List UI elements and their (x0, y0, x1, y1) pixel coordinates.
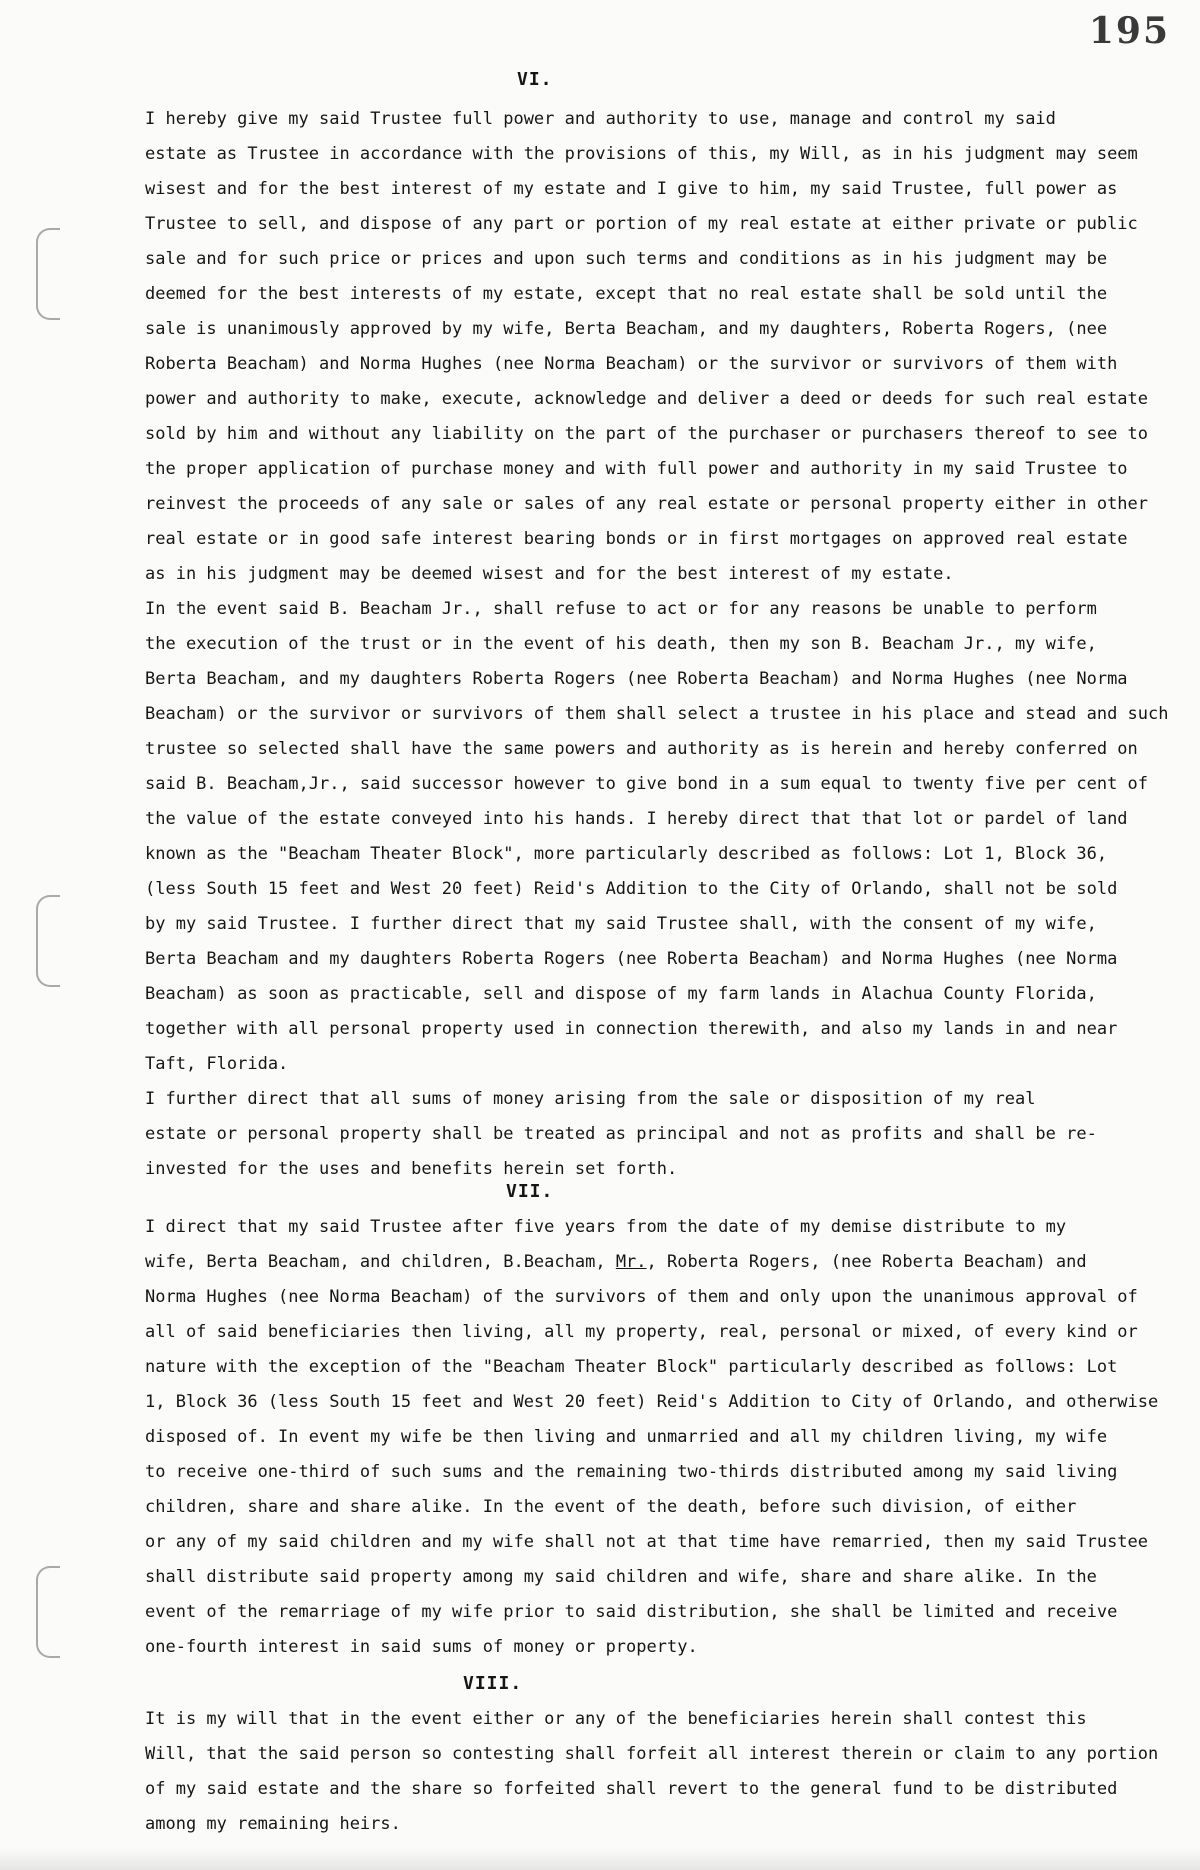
text-line: the execution of the trust or in the event of his death, then my son B. Beacham Jr., my wife, (145, 634, 1097, 654)
page-number: 195 (1088, 10, 1170, 52)
text-line: children, share and share alike. In the event of the death, before such division, of either (145, 1497, 1077, 1517)
text-line: the value of the estate conveyed into his hands. I hereby direct that that lot or pardel of land (145, 809, 1128, 829)
text-line: In the event said B. Beacham Jr., shall refuse to act or for any reasons be unable to perform (145, 599, 1097, 619)
text-line: nature with the exception of the "Beacham Theater Block" particularly described as follows: Lot (145, 1357, 1118, 1377)
text-line: event of the remarriage of my wife prior to said distribution, she shall be limited and receive (145, 1602, 1118, 1622)
text-line: together with all personal property used in connection therewith, and also my lands in and near (145, 1019, 1118, 1039)
text-line: sale and for such price or prices and upon such terms and conditions as in his judgment may be (145, 249, 1108, 269)
text-line: by my said Trustee. I further direct that my said Trustee shall, with the consent of my wife, (145, 914, 1097, 934)
section-heading-vii: VII. (506, 1181, 554, 1202)
text-line: of my said estate and the share so forfeited shall revert to the general fund to be distributed (145, 1779, 1118, 1799)
text-line: among my remaining heirs. (145, 1814, 401, 1834)
text-line: or any of my said children and my wife shall not at that time have remarried, then my said Trustee (145, 1532, 1149, 1552)
text-line: known as the "Beacham Theater Block", more particularly described as follows: Lot 1, Block 36, (145, 844, 1108, 864)
text-line: Will, that the said person so contesting shall forfeit all interest therein or claim to any portion (145, 1744, 1159, 1764)
text-line: Berta Beacham and my daughters Roberta Rogers (nee Roberta Beacham) and Norma Hughes (nee Norma (145, 949, 1118, 969)
binder-hole-mark (36, 228, 60, 320)
binder-hole-mark (36, 1566, 60, 1658)
section-viii-body (145, 1702, 1175, 1842)
page-edge-shadow (0, 1848, 1200, 1870)
text-line: Berta Beacham, and my daughters Roberta Rogers (nee Roberta Beacham) and Norma Hughes (nee Norma (145, 669, 1128, 689)
text-line: Norma Hughes (nee Norma Beacham) of the survivors of them and only upon the unanimous approval of (145, 1287, 1138, 1307)
section-heading-viii: VIII. (463, 1673, 523, 1694)
text-line: I direct that my said Trustee after five years from the date of my demise distribute to my (145, 1217, 1067, 1237)
text-line: sale is unanimously approved by my wife, Berta Beacham, and my daughters, Roberta Rogers, (nee (145, 319, 1108, 339)
text-line: Trustee to sell, and dispose of any part or portion of my real estate at either private or public (145, 214, 1138, 234)
text-line: shall distribute said property among my said children and wife, share and share alike. In the (145, 1567, 1097, 1587)
text-line: It is my will that in the event either or any of the beneficiaries herein shall contest this (145, 1709, 1087, 1729)
text-line: I hereby give my said Trustee full power and authority to use, manage and control my said (145, 109, 1056, 129)
section-vi-body (145, 102, 1175, 1187)
text-line: estate as Trustee in accordance with the provisions of this, my Will, as in his judgment may seem (145, 144, 1138, 164)
text-line: said B. Beacham,Jr., said successor however to give bond in a sum equal to twenty five per cent of (145, 774, 1149, 794)
text-line: reinvest the proceeds of any sale or sales of any real estate or personal property either in other (145, 494, 1149, 514)
text-line: real estate or in good safe interest bearing bonds or in first mortgages on approved real estate (145, 529, 1128, 549)
text-line: Beacham) as soon as practicable, sell and dispose of my farm lands in Alachua County Florida, (145, 984, 1097, 1004)
text-line: Taft, Florida. (145, 1054, 289, 1074)
binder-hole-mark (36, 895, 60, 987)
text-line: invested for the uses and benefits herein set forth. (145, 1159, 678, 1179)
text-fragment: , Roberta Rogers, (nee Roberta Beacham) and (646, 1252, 1087, 1272)
text-line: deemed for the best interests of my estate, except that no real estate shall be sold until the (145, 284, 1108, 304)
text-line: the proper application of purchase money and with full power and authority in my said Trustee to (145, 459, 1128, 479)
text-fragment: wife, Berta Beacham, and children, B.Beacham, (145, 1252, 616, 1272)
text-line: power and authority to make, execute, acknowledge and deliver a deed or deeds for such real estate (145, 389, 1149, 409)
section-heading-vi: VI. (517, 69, 553, 90)
text-line: trustee so selected shall have the same powers and authority as is herein and hereby conferred on (145, 739, 1138, 759)
text-line: estate or personal property shall be treated as principal and not as profits and shall be re- (145, 1124, 1097, 1144)
text-line: sold by him and without any liability on the part of the purchaser or purchasers thereof to see to (145, 424, 1149, 444)
text-line: Beacham) or the survivor or survivors of them shall select a trustee in his place and stead and such (145, 704, 1169, 724)
text-line: to receive one-third of such sums and the remaining two-thirds distributed among my said living (145, 1462, 1118, 1482)
text-line: one-fourth interest in said sums of money or property. (145, 1637, 698, 1657)
section-vii-body (145, 1210, 1175, 1665)
text-line: all of said beneficiaries then living, all my property, real, personal or mixed, of every kind or (145, 1322, 1138, 1342)
text-line (145, 1245, 1175, 1280)
text-line: 1, Block 36 (less South 15 feet and West 20 feet) Reid's Addition to City of Orlando, and otherwise (145, 1392, 1159, 1412)
text-line: disposed of. In event my wife be then living and unmarried and all my children living, my wife (145, 1427, 1108, 1447)
underlined-text: Mr. (615, 1252, 647, 1272)
text-line: wisest and for the best interest of my estate and I give to him, my said Trustee, full power as (145, 179, 1118, 199)
text-line: (less South 15 feet and West 20 feet) Reid's Addition to the City of Orlando, shall not be sold (145, 879, 1118, 899)
text-line: I further direct that all sums of money arising from the sale or disposition of my real (145, 1089, 1036, 1109)
text-line: Roberta Beacham) and Norma Hughes (nee Norma Beacham) or the survivor or survivors of them with (145, 354, 1118, 374)
text-line: as in his judgment may be deemed wisest and for the best interest of my estate. (145, 564, 954, 584)
